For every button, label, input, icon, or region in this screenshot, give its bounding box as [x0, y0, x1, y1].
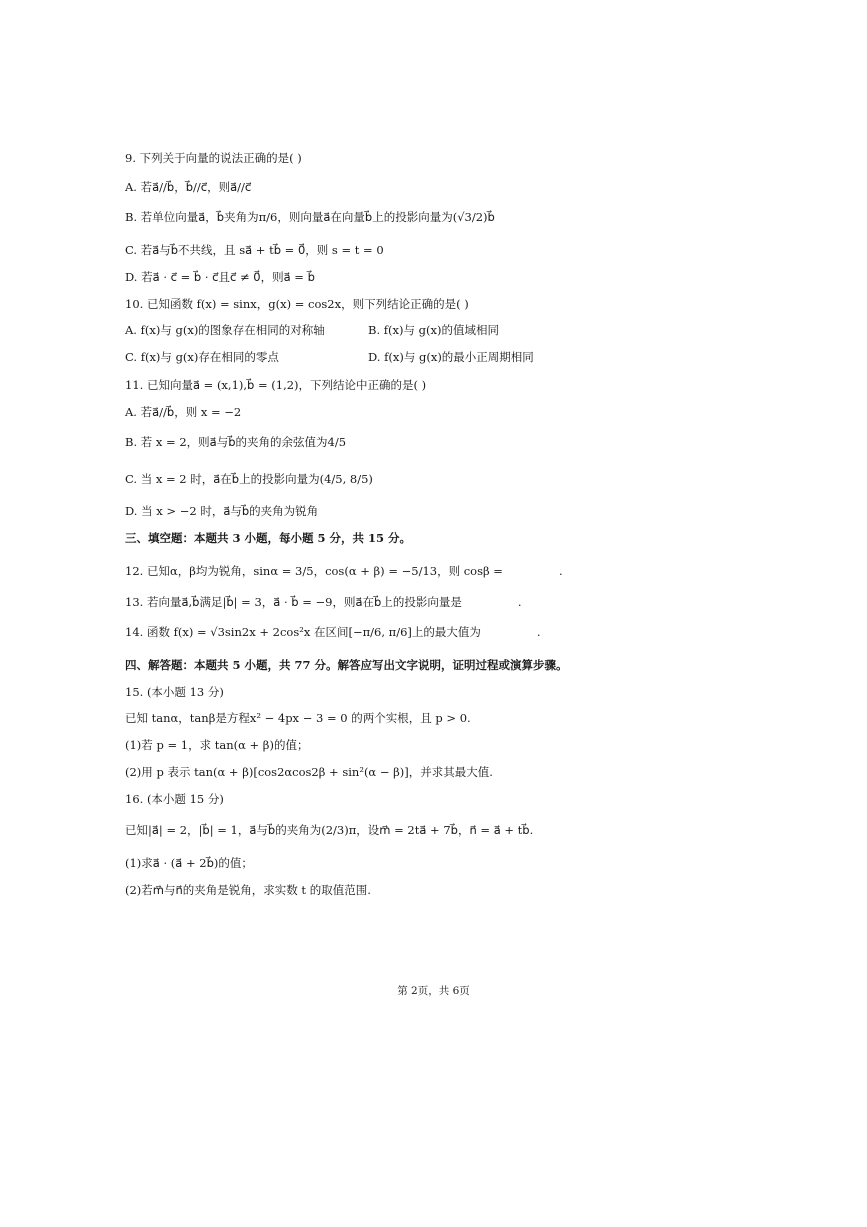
q11-option-d: D. 当 x > −2 时，a⃗与b⃗的夹角为锐角	[125, 504, 319, 518]
q9-stem: 9. 下列关于向量的说法正确的是( )	[125, 151, 302, 165]
q13-text: 13. 若向量a⃗,b⃗满足|b⃗| = 3，a⃗ · b⃗ = −9，则a⃗在b⃗上的投影向量是	[125, 595, 462, 609]
q15-header: 15. (本小题 13 分)	[125, 685, 224, 699]
q14-end: .	[536, 625, 541, 639]
q10-option-a: A. f(x)与 g(x)的图象存在相同的对称轴	[125, 323, 325, 337]
q15-stem: 已知 tanα，tanβ是方程x² − 4px − 3 = 0 的两个实根，且 p > 0.	[125, 711, 471, 725]
q9-option-d: D. 若a⃗ · c⃗ = b⃗ · c⃗且c⃗ ≠ 0⃗，则a⃗ = b⃗	[125, 270, 315, 284]
q15-part-1: (1)若 p = 1，求 tan(α + β)的值；	[125, 738, 309, 752]
q10-option-d: D. f(x)与 g(x)的最小正周期相同	[368, 350, 534, 364]
q10-option-c: C. f(x)与 g(x)存在相同的零点	[125, 350, 279, 364]
q16-stem: 已知|a⃗| = 2，|b⃗| = 1，a⃗与b⃗的夹角为(2/3)π，设m⃗ = 2ta⃗ + 7b⃗，n⃗ = a⃗ + tb⃗.	[125, 823, 534, 837]
q9-option-c: C. 若a⃗与b⃗不共线，且 sa⃗ + tb⃗ = 0⃗，则 s = t = 0	[125, 243, 384, 257]
q11-option-c: C. 当 x = 2 时，a⃗在b⃗上的投影向量为(4/5, 8/5)	[125, 472, 373, 486]
q9-option-a: A. 若a⃗//b⃗，b⃗//c⃗，则a⃗//c⃗	[125, 180, 252, 194]
q16-header: 16. (本小题 15 分)	[125, 792, 224, 806]
q12-text: 12. 已知α，β均为锐角，sinα = 3/5，cos(α + β) = −5/13，则 cosβ =	[125, 564, 503, 578]
q13-end: .	[517, 595, 522, 609]
section-3-heading: 三、填空题：本题共 3 小题，每小题 5 分，共 15 分。	[125, 531, 412, 545]
q11-option-b: B. 若 x = 2，则a⃗与b⃗的夹角的余弦值为4/5	[125, 435, 347, 449]
q14	[125, 624, 541, 640]
page-footer: 第 2页，共 6页	[397, 985, 470, 997]
section-4-heading: 四、解答题：本题共 5 小题，共 77 分。解答应写出文字说明，证明过程或演算步骤。	[125, 658, 568, 672]
q13	[125, 594, 521, 610]
q11-option-a: A. 若a⃗//b⃗，则 x = −2	[125, 405, 242, 419]
q15-part-2: (2)用 p 表示 tan(α + β)[cos2αcos2β + sin²(α − β)]，并求其最大值.	[125, 765, 493, 779]
q14-text: 14. 函数 f(x) = √3sin2x + 2cos²x 在区间[−π/6, π/6]上的最大值为	[125, 625, 481, 639]
q10-option-b: B. f(x)与 g(x)的值域相同	[368, 323, 499, 337]
q16-part-2: (2)若m⃗与n⃗的夹角是锐角，求实数 t 的取值范围.	[125, 883, 371, 897]
q9-option-b: B. 若单位向量a⃗，b⃗夹角为π/6，则向量a⃗在向量b⃗上的投影向量为(√3/2)b⃗	[125, 210, 495, 224]
q10-stem: 10. 已知函数 f(x) = sinx，g(x) = cos2x，则下列结论正确的是( )	[125, 297, 469, 311]
q11-stem: 11. 已知向量a⃗ = (x,1),b⃗ = (1,2)，下列结论中正确的是( )	[125, 378, 427, 392]
q12	[125, 563, 563, 579]
q12-end: .	[558, 564, 563, 578]
q16-part-1: (1)求a⃗ · (a⃗ + 2b⃗)的值；	[125, 856, 253, 870]
